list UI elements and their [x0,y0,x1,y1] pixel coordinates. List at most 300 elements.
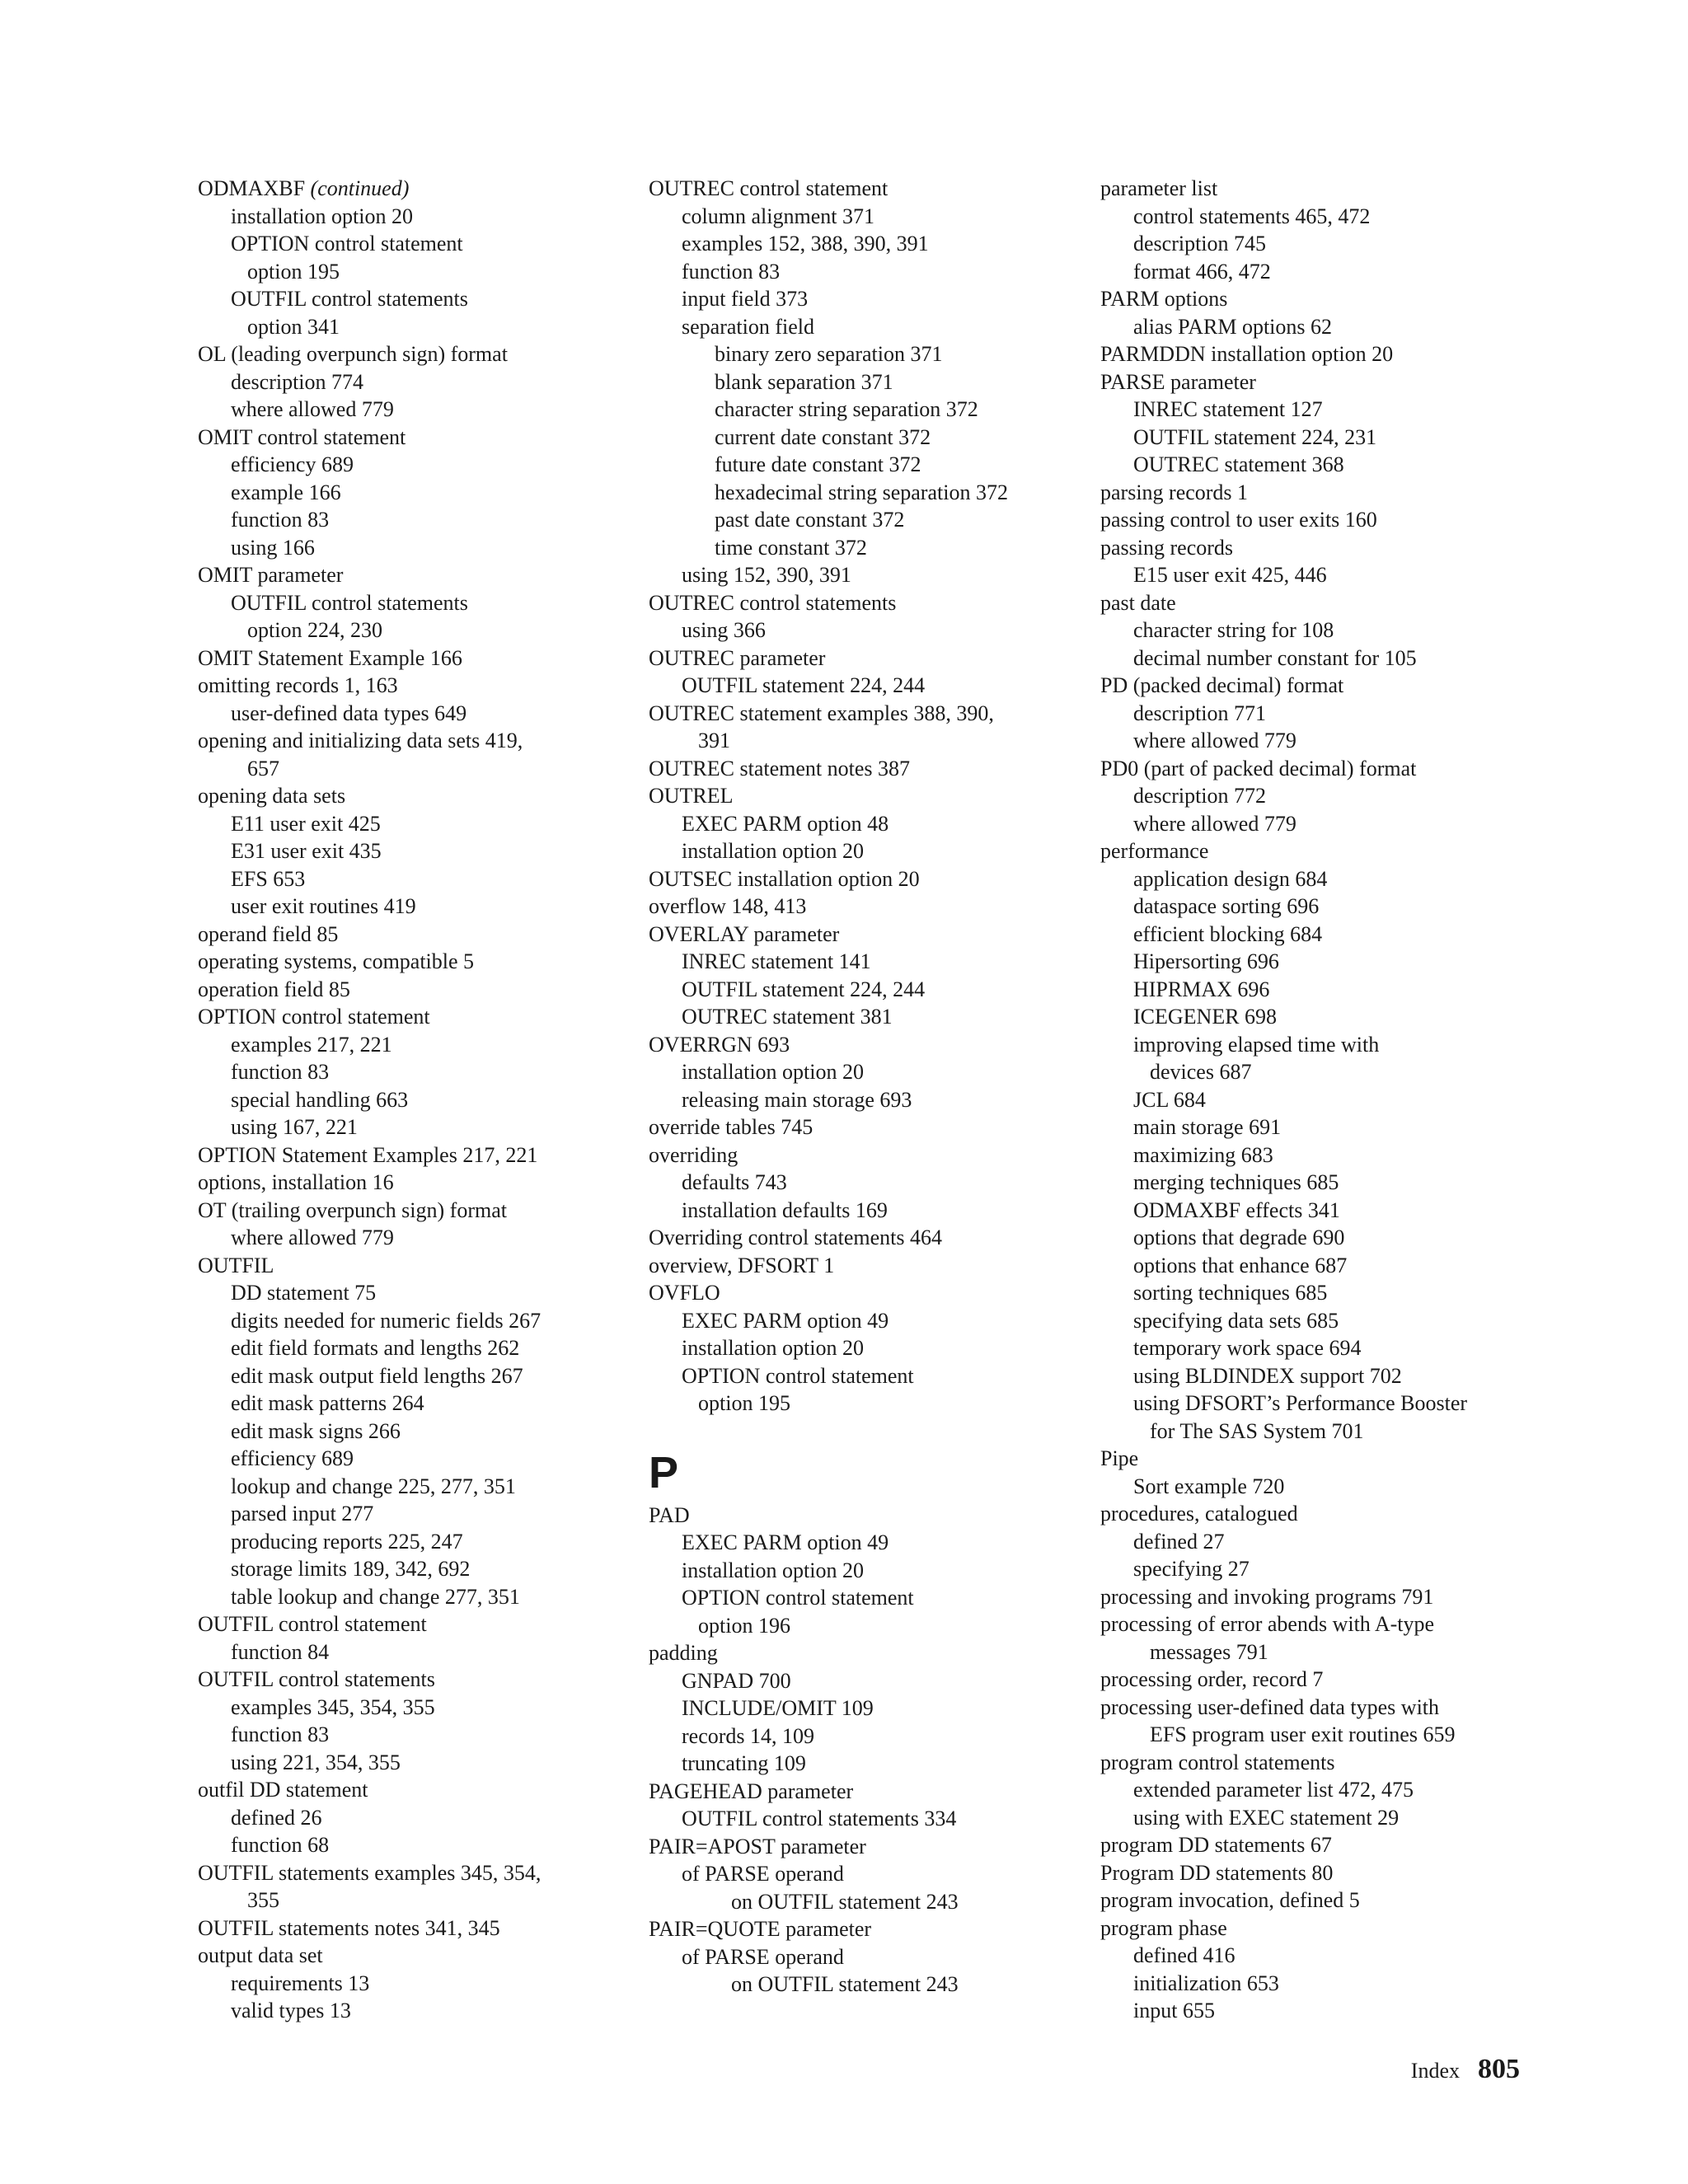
index-entry-text: Overriding control statements 464 [649,1226,942,1249]
index-entry [198,506,541,534]
index-entry [1100,1390,1467,1418]
index-entry [1100,921,1467,949]
index-entry [198,396,541,424]
index-entry-text: future date constant 372 [715,452,921,476]
index-entry [649,1086,1008,1114]
index-entry-text: omitting records 1, 163 [198,673,398,697]
index-entry [649,700,1008,728]
index-entry-text: OUTREC control statement [649,176,889,200]
index-entry [649,1197,1008,1225]
index-entry-text: input field 373 [682,287,809,311]
index-entry [1100,424,1467,452]
index-entry [198,230,541,258]
index-entry [649,782,1008,810]
index-entry [649,1334,1008,1362]
index-entry-text: passing control to user exits 160 [1100,508,1377,532]
index-entry [649,561,1008,589]
index-entry-text: edit mask patterns 264 [231,1391,424,1415]
index-entry-text: HIPRMAX 696 [1133,977,1270,1001]
index-entry-text: OUTFIL control statements 334 [682,1807,957,1830]
index-entry [649,644,1008,673]
page-footer [1411,2054,1520,2085]
index-entry [649,1750,1008,1778]
index-entry [198,893,541,921]
index-entry-text: output data set [198,1943,323,1967]
index-entry-text: valid types 13 [231,1999,351,2022]
index-entry [198,534,541,562]
index-entry [1100,230,1467,258]
index-entry-text: OUTFIL statements examples 345, 354, [198,1860,542,1885]
index-entry-text: parameter list [1100,176,1218,200]
index-entry [1100,782,1467,810]
index-entry-text: function 83 [231,508,330,532]
index-entry-text: OT (trailing overpunch sign) format [198,1197,507,1222]
index-entry-text: edit mask signs 266 [231,1418,401,1443]
index-entry [1100,1915,1467,1943]
index-entry-text: OVERRGN 693 [649,1032,790,1057]
index-entry-text: OUTFIL statement 224, 244 [682,977,926,1001]
index-entry-text: installation option 20 [682,1060,864,1084]
index-entry-text: OUTREC statement 368 [1133,452,1344,476]
index-entry-text: installation option 20 [231,204,413,228]
index-entry-text: using 366 [682,618,766,642]
index-entry-text: OUTREC statement 381 [682,1005,893,1029]
index-entry [649,1224,1008,1252]
index-entry-text: PAIR=QUOTE parameter [649,1917,872,1941]
index-entry-text: lookup and change 225, 277, 351 [231,1474,516,1498]
index-entry-text: EFS 653 [231,866,306,891]
index-entry-text: past date constant 372 [715,508,905,532]
index-entry [198,285,541,313]
index-entry-text: of PARSE operand [682,1944,844,1969]
index-entry [198,672,541,700]
index-entry-text: operating systems, compatible 5 [198,949,475,973]
index-entry [1100,1500,1467,1528]
index-entry [649,1860,1008,1888]
index-entry-text: JCL 684 [1133,1087,1206,1112]
index-entry-text: where allowed 779 [231,1226,394,1249]
index-entry [198,1141,541,1169]
index-entry [1100,479,1467,507]
index-entry-text: using 166 [231,535,315,560]
index-entry-text: OUTREC statement examples 388, 390, [649,701,994,725]
index-entry-text: installation option 20 [682,1336,864,1360]
index-entry-text: P [649,1447,679,1497]
index-entry-text: function 83 [682,259,781,284]
index-entry-text: EFS program user exit routines 659 [1150,1722,1456,1746]
index-entry-text: options, installation 16 [198,1170,394,1194]
index-entry [198,865,541,893]
index-entry [649,1888,1008,1916]
index-entry-text: OL (leading overpunch sign) format [198,342,508,366]
index-entry-text: parsing records 1 [1100,480,1249,504]
index-entry-text: current date constant 372 [715,424,931,449]
index-entry [198,1583,541,1611]
index-entry-text: Sort example 720 [1133,1474,1285,1498]
index-entry [1100,1031,1467,1059]
index-entry [649,1915,1008,1943]
index-entry [1100,1804,1467,1832]
index-entry [1100,700,1467,728]
index-entry-text: program phase [1100,1915,1227,1940]
index-entry [649,340,1008,368]
index-entry [1100,1279,1467,1307]
index-entry [1100,1058,1467,1086]
index-entry-text: OVFLO [649,1281,720,1305]
index-entry-text: initialization 653 [1133,1971,1279,1995]
index-entry [649,1529,1008,1557]
index-entry-text: OUTREL [649,784,734,808]
index-entry [1100,1086,1467,1114]
index-entry [649,1639,1008,1667]
index-entry-text: OMIT Statement Example 166 [198,645,462,670]
index-entry [1100,1473,1467,1501]
index-entry-text: blank separation 371 [715,369,893,394]
index-entry-text: using 152, 390, 391 [682,563,851,587]
index-entry [198,203,541,231]
index-entry [198,424,541,452]
index-entry [198,1031,541,1059]
index-entry-text: performance [1100,839,1209,863]
index-entry [649,1584,1008,1612]
index-entry [1100,589,1467,617]
index-entry-text: installation option 20 [682,839,864,863]
index-entry [1100,1418,1467,1446]
index-entry [198,1169,541,1197]
index-entry-text: OUTFIL statements notes 341, 345 [198,1915,500,1940]
index-entry-text: releasing main storage 693 [682,1087,912,1112]
index-entry [1100,561,1467,589]
index-entry [649,368,1008,396]
index-entry [649,1031,1008,1059]
index-entry-text: operation field 85 [198,977,350,1001]
index-entry [198,1003,541,1031]
index-entry [198,755,541,783]
index-entry-text: defaults 743 [682,1170,787,1194]
index-entry [1100,203,1467,231]
index-entry-text: options that enhance 687 [1133,1253,1348,1277]
index-entry [1100,1694,1467,1722]
index-entry [1100,175,1467,203]
index-entry-text: OUTFIL [198,1253,274,1277]
index-entry-text: E11 user exit 425 [231,811,381,836]
index-entry [198,810,541,838]
index-entry-text: defined 416 [1133,1943,1236,1967]
index-entry-text: program invocation, defined 5 [1100,1888,1360,1912]
index-entry-text: OVERLAY parameter [649,921,840,946]
index-entry [1100,1610,1467,1638]
index-entry [198,782,541,810]
index-entry [198,1749,541,1777]
index-entry-text: processing user-defined data types with [1100,1694,1440,1719]
index-entry-text: OMIT control statement [198,424,406,449]
index-entry [649,893,1008,921]
index-entry [1100,506,1467,534]
index-entry [1100,1003,1467,1031]
index-entry [198,1970,541,1998]
index-entry-text: user exit routines 419 [231,894,416,918]
index-entry-text: PD (packed decimal) format [1100,673,1344,697]
index-entry-text: where allowed 779 [1133,811,1296,836]
index-entry-text: dataspace sorting 696 [1133,894,1320,918]
index-entry-text: installation defaults 169 [682,1197,888,1222]
index-entry [649,1694,1008,1722]
index-entry [1100,1970,1467,1998]
index-entry [649,396,1008,424]
index-entry-text: OUTFIL control statements [231,287,468,311]
index-entry-text: examples 217, 221 [231,1032,392,1057]
index-entry-text: Hipersorting 696 [1133,949,1279,973]
index-entry [1100,285,1467,313]
index-entry [198,976,541,1004]
index-entry [198,1058,541,1086]
index-entry [198,948,541,976]
index-entry [649,672,1008,700]
index-entry-text: OUTREC parameter [649,645,826,670]
index-entry [198,1886,541,1915]
index-entry-text: for The SAS System 701 [1150,1418,1364,1443]
index-entry [1100,451,1467,479]
index-entry [649,285,1008,313]
index-entry-text: PAGEHEAD parameter [649,1779,854,1803]
index-entry [649,1003,1008,1031]
index-entry-text: parsed input 277 [231,1502,374,1526]
index-entry [198,837,541,865]
index-entry [649,451,1008,479]
index-entry-text: main storage 691 [1133,1115,1282,1139]
index-entry-text: merging techniques 685 [1133,1170,1339,1194]
index-entry [198,1555,541,1583]
index-entry [198,644,541,673]
index-entry [649,424,1008,452]
index-entry-text: description 771 [1133,701,1267,725]
index-entry-text: option 195 [247,259,340,284]
index-entry-text: efficient blocking 684 [1133,921,1323,946]
index-entry [198,1390,541,1418]
index-entry-text: specifying data sets 685 [1133,1308,1339,1333]
index-entry-text: description 772 [1133,784,1267,808]
index-entry [198,340,541,368]
index-entry [1100,1141,1467,1169]
index-entry-text: passing records [1100,535,1234,560]
index-entry-text: EXEC PARM option 49 [682,1308,889,1333]
index-entry-text: program DD statements 67 [1100,1833,1332,1857]
index-entry-text: OPTION Statement Examples 217, 221 [198,1142,538,1167]
index-entry [1100,1942,1467,1970]
index-entry [1100,1776,1467,1804]
index-entry-text: Pipe [1100,1446,1139,1470]
continued-note: (continued) [310,176,410,200]
index-entry [649,1778,1008,1806]
index-entry-text: maximizing 683 [1133,1142,1273,1167]
index-entry [1100,837,1467,865]
index-entry [1100,948,1467,976]
index-entry [649,175,1008,203]
index-entry [1100,1666,1467,1694]
index-entry [198,1224,541,1252]
index-entry-text: overriding [649,1142,738,1167]
index-entry [198,451,541,479]
index-entry [1100,1252,1467,1280]
index-entry-text: Program DD statements 80 [1100,1860,1334,1885]
index-entry-text: decimal number constant for 105 [1133,645,1417,670]
index-entry [649,921,1008,949]
index-entry-text: operand field 85 [198,921,339,946]
index-entry-text: function 83 [231,1060,330,1084]
index-entry-text: padding [649,1641,718,1665]
index-entry [1100,396,1467,424]
index-entry-text: option 195 [698,1391,790,1415]
index-entry [198,921,541,949]
page-number: 805 [1478,2054,1520,2084]
index-entry [649,1362,1008,1390]
index-entry [198,1694,541,1722]
index-entry [649,534,1008,562]
index-entry-text: description 774 [231,369,364,394]
index-entry [198,1915,541,1943]
index-entry-text: producing reports 225, 247 [231,1529,463,1554]
index-entry-text: OUTFIL statement 224, 244 [682,673,926,697]
index-entry-text: program control statements [1100,1750,1335,1774]
index-entry [1100,616,1467,644]
index-entry-text: function 68 [231,1833,330,1857]
index-entry [649,727,1008,755]
index-entry-text: installation option 20 [682,1558,864,1582]
index-entry-text: on OUTFIL statement 243 [731,1972,959,1996]
index-entry-text: efficiency 689 [231,1446,354,1470]
index-entry [1100,1555,1467,1583]
footer-label: Index [1410,2059,1460,2083]
index-letter-heading [649,1447,1008,1498]
index-entry [1100,672,1467,700]
index-entry [649,1279,1008,1307]
index-entry-text: using 167, 221 [231,1115,358,1139]
index-entry [1100,1169,1467,1197]
index-entry-text: opening data sets [198,784,346,808]
index-entry [1100,865,1467,893]
index-entry [649,313,1008,341]
index-entry [649,1113,1008,1141]
index-entry-text: user-defined data types 649 [231,701,467,725]
index-entry [198,561,541,589]
index-entry-text: processing and invoking programs 791 [1100,1584,1434,1609]
index-entry-text: PAIR=APOST parameter [649,1834,866,1858]
index-entry [1100,1113,1467,1141]
index-entry [649,616,1008,644]
index-entry [1100,313,1467,341]
index-entry-text: edit mask output field lengths 267 [231,1363,523,1388]
index-entry-text: PARM options [1100,287,1228,311]
index-entry-text: OPTION control statement [682,1363,914,1388]
index-entry [198,616,541,644]
index-entry-text: using BLDINDEX support 702 [1133,1363,1402,1388]
index-entry-text: option 341 [247,314,340,339]
index-entry-text: using 221, 354, 355 [231,1750,401,1774]
index-entry-text: time constant 372 [715,535,867,560]
index-entry-text: input 655 [1133,1999,1215,2022]
index-entry [198,1528,541,1556]
index-entry [1100,1721,1467,1749]
index-entry-text: function 84 [231,1639,330,1664]
index-entry [198,1197,541,1225]
index-entry [1100,1831,1467,1859]
index-entry-text: special handling 663 [231,1087,409,1112]
index-entry-text: where allowed 779 [1133,729,1296,752]
index-entry-text: opening and initializing data sets 419, [198,729,523,752]
index-entry-text: of PARSE operand [682,1862,844,1886]
index-entry-text: INREC statement 127 [1133,397,1323,421]
index-entry [1100,258,1467,286]
index-entry [649,1307,1008,1335]
index-entry-text: using DFSORT’s Performance Booster [1133,1391,1468,1415]
index-entry [649,1502,1008,1530]
index-entry [649,203,1008,231]
index-entry-text: format 466, 472 [1133,259,1271,284]
index-entry-text: edit field formats and lengths 262 [231,1336,520,1360]
index-entry-text: examples 345, 354, 355 [231,1694,435,1719]
index-entry-text: EXEC PARM option 48 [682,811,889,836]
index-entry [198,1418,541,1446]
index-entry-text: OMIT parameter [198,563,344,587]
index-entry [649,1141,1008,1169]
index-entry-text: example 166 [231,480,341,504]
index-entry-text: requirements 13 [231,1971,370,1995]
index-entry-text: 657 [247,756,279,780]
index-entry [1100,1859,1467,1887]
index-entry-text: overflow 148, 413 [649,894,807,918]
index-entry [649,865,1008,893]
index-entry-text: separation field [682,314,814,339]
index-entry [649,1667,1008,1695]
index-entry-text: option 224, 230 [247,618,382,642]
index-entry-text: E31 user exit 435 [231,839,382,863]
index-entry-text: sorting techniques 685 [1133,1281,1328,1305]
index-entry-text: PAD [649,1502,690,1527]
index-entry-text: EXEC PARM option 49 [682,1530,889,1554]
index-entry [198,175,541,203]
index-entry [649,837,1008,865]
index-entry [649,479,1008,507]
index-entry [1100,1334,1467,1362]
index-entry-text: table lookup and change 277, 351 [231,1584,520,1609]
index-entry [1100,893,1467,921]
index-entry [1100,644,1467,673]
index-entry [649,1612,1008,1640]
index-entry-text: improving elapsed time with [1133,1032,1380,1057]
index-entry [198,1721,541,1749]
index-entry-text: processing of error abends with A-type [1100,1612,1435,1636]
index-entry [649,976,1008,1004]
index-entry [649,1252,1008,1280]
index-entry [198,1638,541,1666]
index-entry-text: character string separation 372 [715,397,978,421]
index-entry [1100,1528,1467,1556]
index-entry-text: past date [1100,590,1176,615]
index-entry-text: OUTFIL statement 224, 231 [1133,424,1377,449]
index-entry [198,1500,541,1528]
index-entry-text: storage limits 189, 342, 692 [231,1557,471,1581]
index-entry-text: 355 [247,1888,279,1912]
index-entry [198,1942,541,1970]
index-entry [649,1169,1008,1197]
index-entry-text: ODMAXBF effects 341 [1133,1197,1340,1222]
index-entry-text: processing order, record 7 [1100,1667,1324,1691]
index-entry-text: function 83 [231,1722,330,1746]
index-entry-text: specifying 27 [1133,1557,1250,1581]
index-entry [198,368,541,396]
index-entry [198,1307,541,1335]
index-entry [649,589,1008,617]
